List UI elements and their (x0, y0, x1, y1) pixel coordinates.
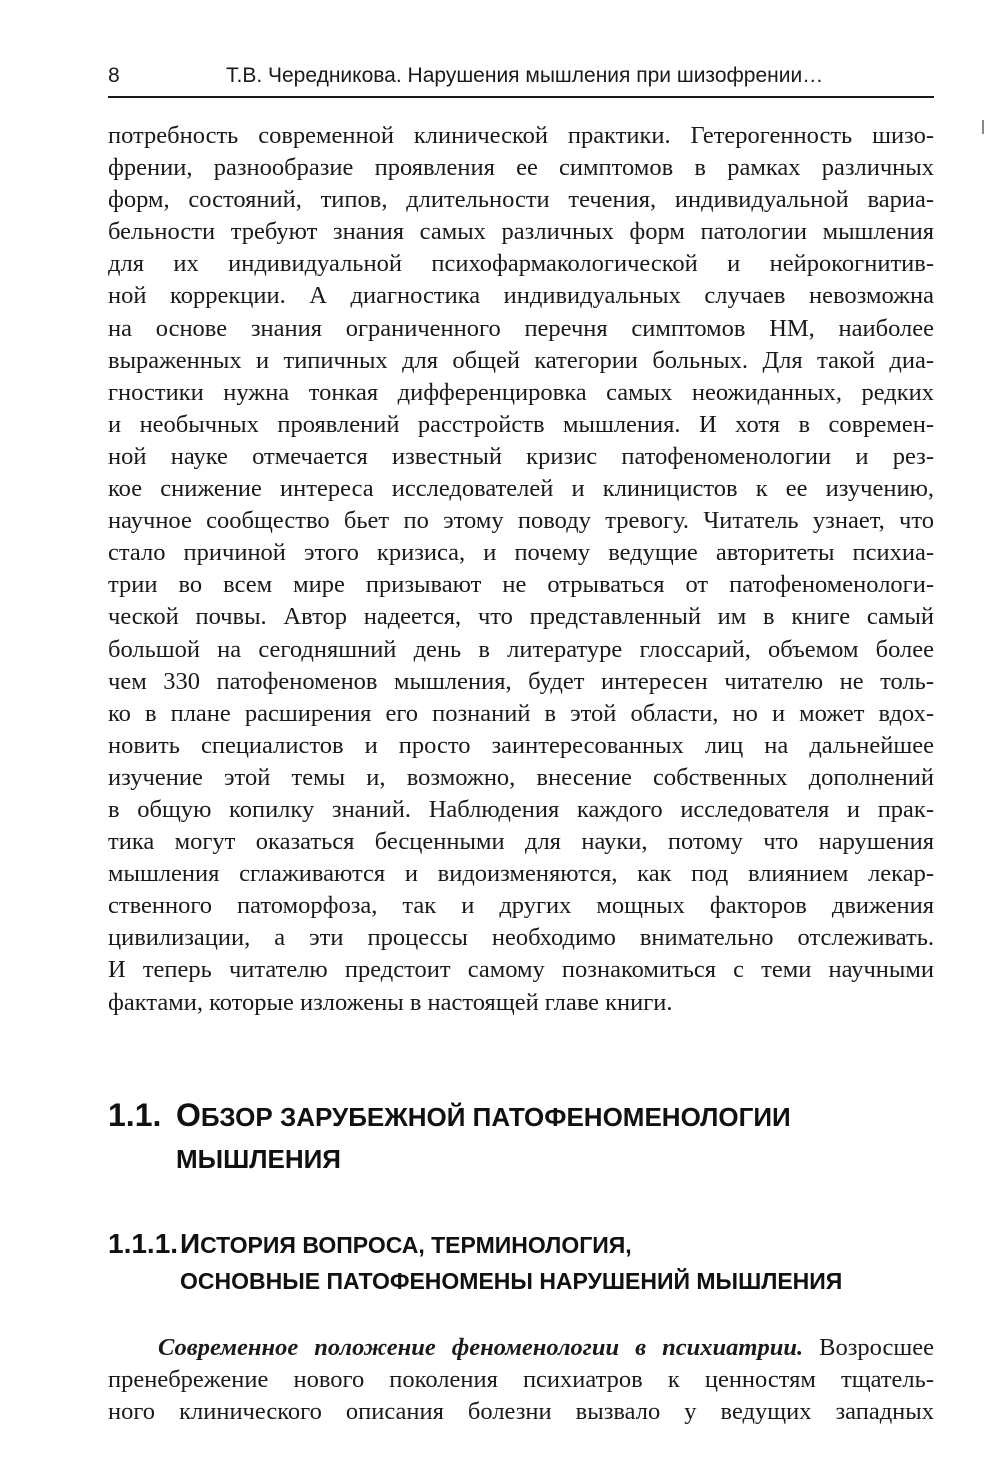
section-title-line2: МЫШЛЕНИЯ (176, 1144, 341, 1174)
text-line: цивилизации, а эти процессы необходимо внимательно отслеживать. (108, 924, 934, 952)
text-fragment: Возросшее (803, 1334, 934, 1361)
section-number: 1.1. (108, 1097, 162, 1133)
section-title-line1: БЗОР ЗАРУБЕЖНОЙ ПАТОФЕНОМЕНОЛОГИИ (200, 1102, 791, 1132)
subsection-paragraph (108, 1332, 934, 1428)
body-paragraph (108, 120, 934, 1019)
text-line: ко в плане расширения его познаний в этой области, но и может вдох- (108, 699, 934, 727)
page-number: 8 (108, 64, 120, 87)
subsection-title-line2: ОСНОВНЫЕ ПАТОФЕНОМЕНЫ НАРУШЕНИЙ МЫШЛЕНИЯ (180, 1268, 843, 1294)
subsection-title-initial: И (180, 1228, 201, 1259)
text-line: стало причиной этого кризиса, и почему ведущие авторитеты психиа- (108, 539, 934, 567)
subsection-title-line1: СТОРИЯ ВОПРОСА, ТЕРМИНОЛОГИЯ, (200, 1232, 632, 1258)
text-line: пренебрежение нового поколения психиатров к ценностям тщатель- (108, 1366, 934, 1394)
text-line: в общую копилку знаний. Наблюдения каждого исследователя и прак- (108, 795, 934, 823)
text-line: новить специалистов и просто заинтересованных лиц на дальнейшее (108, 731, 934, 759)
text-line: ного клинического описания болезни вызвало у ведущих западных (108, 1398, 934, 1426)
text-line: изучение этой темы и, возможно, внесение собственных дополнений (108, 763, 934, 791)
section-title-initial: О (176, 1097, 201, 1133)
text-line: ческой почвы. Автор надеется, что представленный им в книге самый (108, 603, 934, 631)
text-line: тика могут оказаться бесценными для науки, потому что нарушения (108, 828, 934, 856)
text-line: бельности требуют знания самых различных форм патологии мышления (108, 218, 934, 246)
text-line: форм, состояний, типов, длительности течения, индивидуальной вариа- (108, 186, 934, 214)
text-line: мышления сглаживаются и видоизменяются, как под влиянием лекар- (108, 860, 934, 888)
text-line: И теперь читателю предстоит самому познакомиться с теми научными (108, 956, 934, 984)
text-line: чем 330 патофеноменов мышления, будет интересен читателю не толь- (108, 667, 934, 695)
scan-edge-mark (982, 120, 984, 134)
running-title: Т.В. Чередникова. Нарушения мышления при шизофрении… (226, 64, 824, 87)
running-header (108, 62, 934, 98)
runin-heading: Современное положение феноменологии в психиатрии. (158, 1334, 804, 1361)
text-line: выраженных и типичных для общей категории больных. Для такой диа- (108, 346, 934, 374)
text-line: научное сообщество бьет по этому поводу тревогу. Читатель узнает, что (108, 507, 934, 535)
subsection-number: 1.1.1. (108, 1228, 179, 1259)
text-line: и необычных проявлений расстройств мышления. И хотя в современ- (108, 410, 934, 438)
section-heading (108, 1094, 791, 1180)
text-line: френии, разнообразие проявления ее симптомов в рамках различных (108, 154, 934, 182)
text-line: фактами, которые изложены в настоящей главе книги. (108, 988, 673, 1016)
text-line: кое снижение интереса исследователей и клиницистов к ее изучению, (108, 475, 934, 503)
text-line: на основе знания ограниченного перечня симптомов НМ, наиболее (108, 314, 934, 342)
text-line: ной науке отмечается известный кризис патофеноменологии и рез- (108, 442, 934, 470)
text-line: гностики нужна тонкая дифференцировка самых неожиданных, редких (108, 378, 934, 406)
subsection-heading (108, 1226, 842, 1299)
text-line: ной коррекции. А диагностика индивидуальных случаев невозможна (108, 282, 934, 310)
text-line: ственного патоморфоза, так и других мощных факторов движения (108, 892, 934, 920)
text-line: трии во всем мире призывают не отрываться от патофеноменологи- (108, 571, 934, 599)
text-line: для их индивидуальной психофармакологической и нейрокогнитив- (108, 250, 934, 278)
text-line: потребность современной клинической практики. Гетерогенность шизо- (108, 122, 934, 149)
text-line: большой на сегодняшний день в литературе глоссарий, объемом более (108, 635, 934, 663)
text-line (108, 1332, 934, 1364)
